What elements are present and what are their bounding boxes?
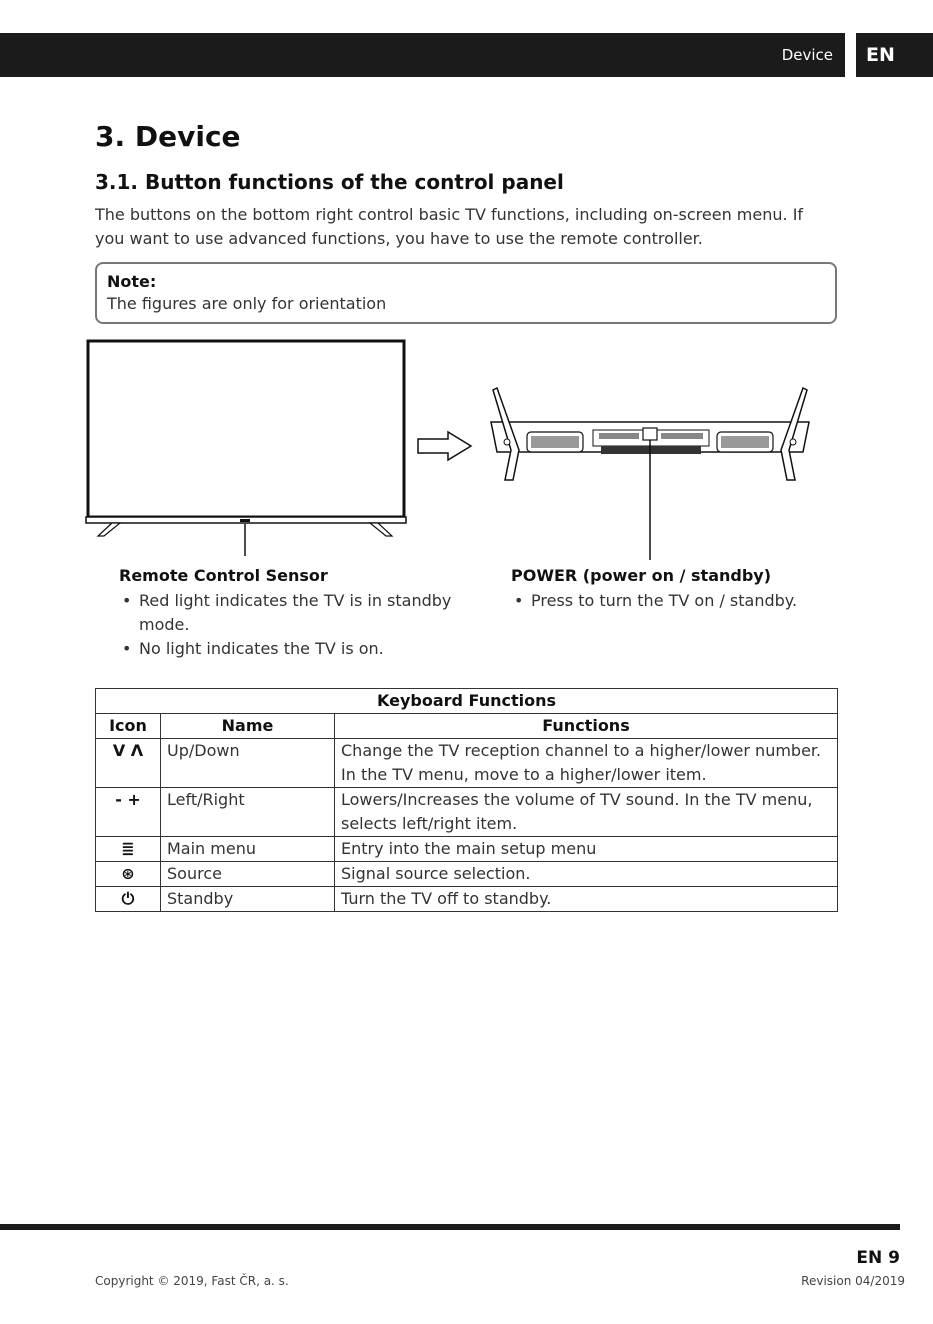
intro-paragraph: The buttons on the bottom right control basic TV functions, including on-screen menu. If you want to use advanced functions, you have to use the remote controller. [95,205,804,248]
list-item: • Press to turn the TV on / standby. [511,589,841,613]
table-row [96,887,838,912]
page-number: EN 9 [856,1248,900,1268]
language-badge: EN [856,33,933,77]
header-bar [0,33,845,77]
row-functions: Change the TV reception channel to a higher/lower number. In the TV menu, move to a higher/lower item. [335,739,838,788]
row-name: Up/Down [161,739,335,788]
table-caption-row [96,689,838,714]
remote-sensor-title: Remote Control Sensor [119,566,328,585]
copyright: Copyright © 2019, Fast ČR, a. s. [95,1274,289,1288]
section-title: 3.1. Button functions of the control panel [95,170,564,194]
power-icon: ⏻ [121,889,135,908]
row-functions: Lowers/Increases the volume of TV sound. In the TV menu, selects left/right item. [335,788,838,837]
list-item: • No light indicates the TV is on. [119,637,479,661]
power-bullets [511,589,841,613]
remote-sensor-bullets [119,589,479,661]
footer-divider [0,1224,900,1230]
row-name: Left/Right [161,788,335,837]
menu-icon: ≣ [121,839,135,858]
header-functions: Functions [335,714,838,739]
row-functions: Signal source selection. [335,862,838,887]
power-label [511,566,841,613]
note-box [95,262,837,324]
power-title: POWER (power on / standby) [511,566,772,585]
row-name: Main menu [161,837,335,862]
table-caption: Keyboard Functions [96,689,838,714]
remote-sensor-label [119,566,479,661]
page-title: 3. Device [95,120,241,153]
minus-plus-icon: - + [115,790,141,809]
revision: Revision 04/2019 [801,1274,905,1288]
arrow-right-icon [416,430,474,462]
list-item: • Red light indicates the TV is in standby mode. [119,589,479,637]
tv-front-illustration [82,338,412,560]
up-down-icon: V Λ [112,741,144,760]
header-section-title: Device [781,46,833,64]
note-title: Note: [107,272,157,291]
header-icon: Icon [96,714,161,739]
source-icon: ⊛ [121,864,135,883]
tv-bottom-illustration [485,380,815,565]
header-name: Name [161,714,335,739]
row-name: Standby [161,887,335,912]
table-header-row [96,714,838,739]
row-name: Source [161,862,335,887]
table-row [96,837,838,862]
note-text: The figures are only for orientation [107,294,387,313]
row-functions: Turn the TV off to standby. [335,887,838,912]
table-row [96,739,838,788]
table-row [96,862,838,887]
keyboard-functions-table [95,688,838,912]
table-row [96,788,838,837]
row-functions: Entry into the main setup menu [335,837,838,862]
